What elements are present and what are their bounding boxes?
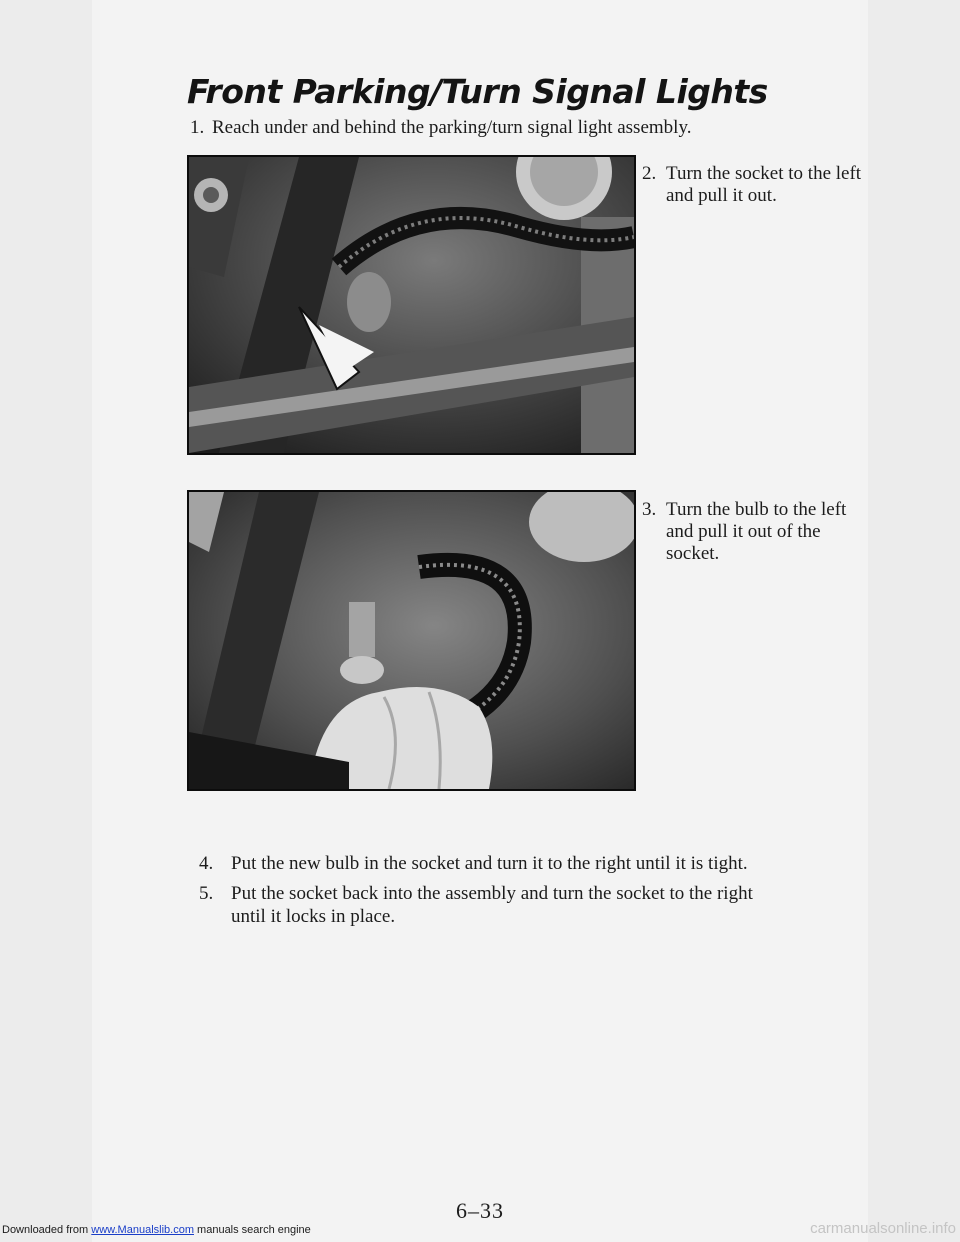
footer-prefix: Downloaded from [2, 1224, 89, 1236]
step-5 [199, 882, 849, 928]
step-number: 3. [642, 499, 657, 520]
page-title: Front Parking/Turn Signal Lights [187, 72, 768, 111]
socket-removal-photo [187, 155, 636, 455]
step-text-line-2: until it locks in place. [231, 906, 396, 927]
step-text: Put the new bulb in the socket and turn it to the right until it is tight. [231, 853, 748, 874]
manualslib-link[interactable]: www.Manualslib.com [91, 1224, 194, 1236]
download-footer [2, 1224, 311, 1236]
step-2 [642, 163, 866, 207]
step-number: 2. [642, 163, 657, 184]
bulb-removal-photo [187, 490, 636, 791]
watermark: carmanualsonline.info [810, 1220, 956, 1237]
step-number: 5. [199, 883, 214, 904]
step-3 [642, 499, 866, 565]
step-1 [190, 116, 691, 139]
step-text-line-1: Put the socket back into the assembly and turn the socket to the right [231, 883, 753, 904]
step-4 [199, 852, 748, 875]
step-number: 4. [199, 853, 214, 874]
step-text: Turn the socket to the left and pull it out. [666, 163, 862, 206]
step-text: Reach under and behind the parking/turn signal light assembly. [212, 117, 692, 138]
page-number: 6–33 [456, 1198, 504, 1223]
step-number: 1. [190, 117, 205, 138]
step-text: Turn the bulb to the left and pull it out of the socket. [666, 499, 847, 564]
footer-suffix: manuals search engine [197, 1224, 311, 1236]
